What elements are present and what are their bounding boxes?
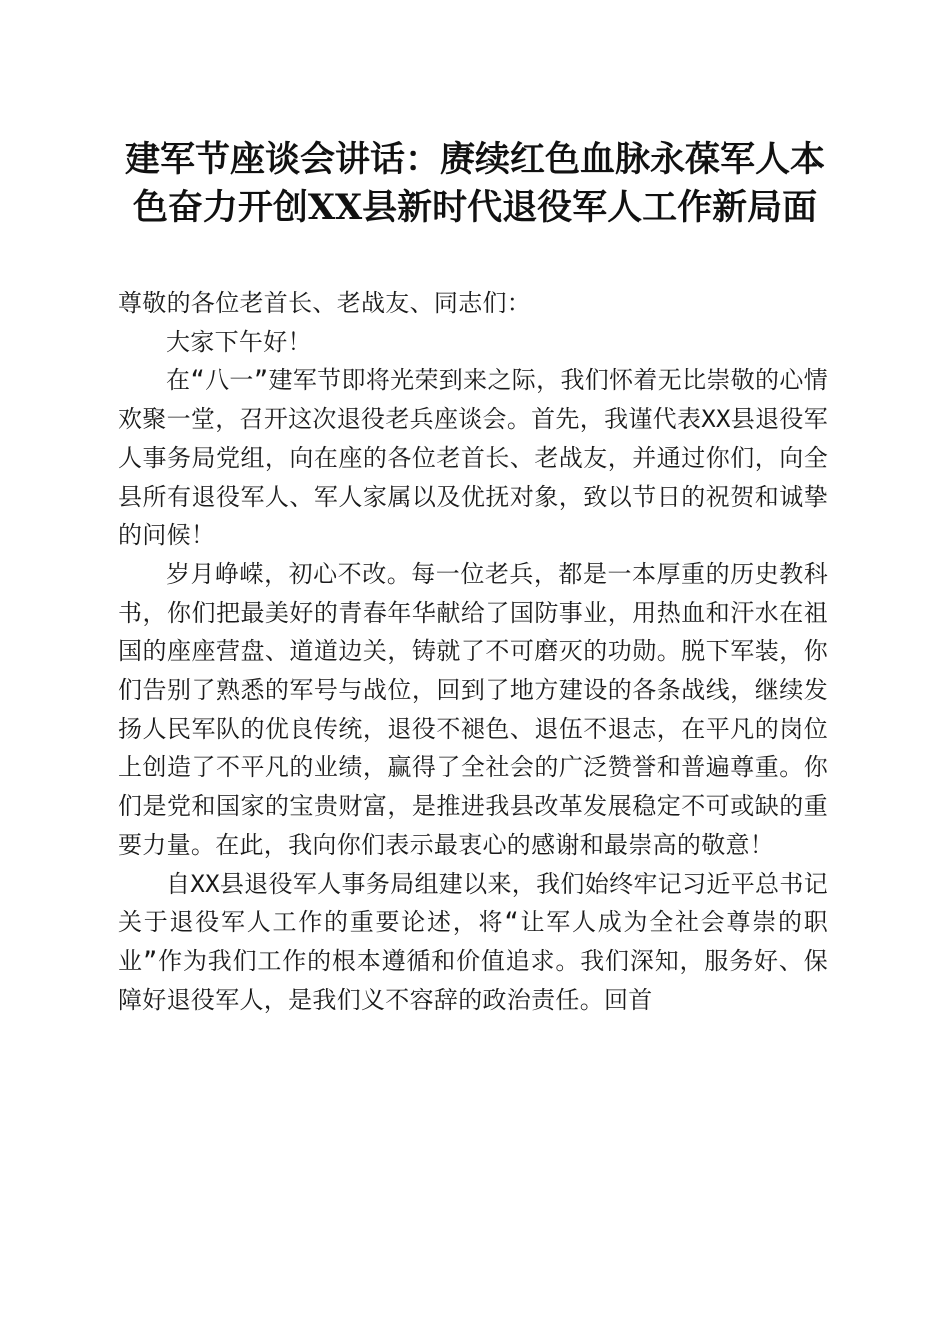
- title-line-1: 建军节座谈会讲话：赓续红色血脉永葆军人本: [124, 139, 825, 180]
- salutation: 尊敬的各位老首长、老战友、同志们：: [118, 289, 532, 317]
- paragraph-greeting: 大家下午好！: [166, 327, 312, 356]
- paragraph-tribute: 岁月峥嵘，初心不改。每一位老兵，都是一本厚重的历史教科书，你们把最美好的青春年华献给了国防事业，用热血和汗水在祖国的座座营盘、道道边关，铸就了不可磨灭的功勋。脱下军装，你们告别了熟悉的军号与战位，回到了地方建设的各条战线，继续发扬人民军队的优良传统，退役不褪色、退伍不退志，在平凡的岗位上创造了不平凡的业绩，赢得了全社会的广泛赞誉和普遍尊重。你们是党和国家的宝贵财富，是推进我县改革发展稳定不可或缺的重要力量。在此，我向你们表示最衷心的感谢和最崇高的敬意！: [118, 559, 828, 859]
- paragraph-bureau-work: 自XX县退役军人事务局组建以来，我们始终牢记习近平总书记关于退役军人工作的重要论述，将“让军人成为全社会尊崇的职业”作为我们工作的根本遵循和价值追求。我们深知，服务好、保障好退役军人，是我们义不容辞的政治责任。回首: [118, 869, 828, 1014]
- document-title: [110, 136, 840, 232]
- document-body: [118, 284, 828, 1019]
- paragraph-opening: 在“八一”建军节即将光荣到来之际，我们怀着无比崇敬的心情欢聚一堂，召开这次退役老兵座谈会。首先，我谨代表XX县退役军人事务局党组，向在座的各位老首长、老战友，并通过你们，向全县所有退役军人、军人家属以及优抚对象，致以节日的祝贺和诚挚的问候！: [118, 366, 828, 550]
- title-line-2: 色奋力开创XX县新时代退役军人工作新局面: [132, 187, 818, 228]
